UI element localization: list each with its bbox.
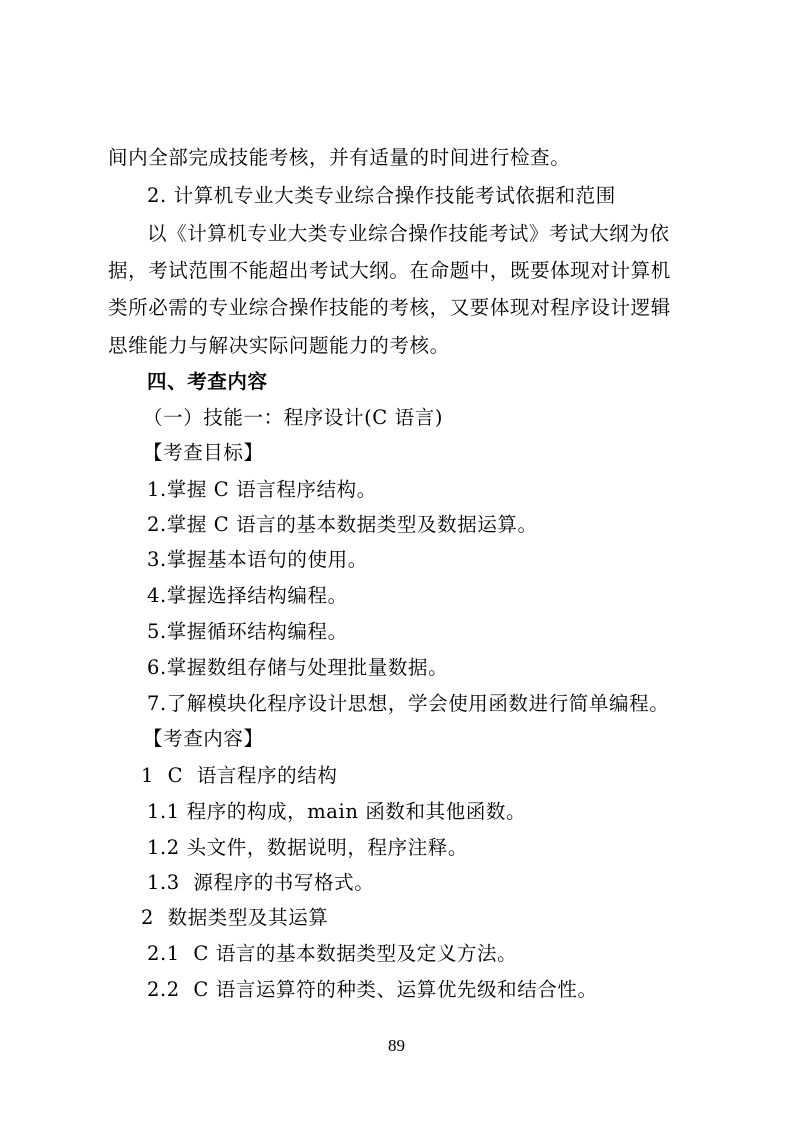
content-item: 1.3 源程序的书写格式。 <box>147 871 375 894</box>
content-heading: 【考查内容】 <box>143 727 264 750</box>
paragraph-basis-line: 以《计算机专业大类专业综合操作技能考试》考试大纲为依 <box>147 222 670 245</box>
content-item: 1 C 语言程序的结构 <box>141 764 338 787</box>
content-item: 2.1 C 语言的基本数据类型及定义方法。 <box>147 942 518 965</box>
objective-item: 4.掌握选择结构编程。 <box>147 584 348 607</box>
content-item: 2.2 C 语言运算符的种类、运算优先级和结合性。 <box>147 978 598 1001</box>
content-item: 1.2 头文件，数据说明，程序注释。 <box>147 836 469 859</box>
paragraph-continuation: 间内全部完成技能考核，并有适量的时间进行检查。 <box>108 146 571 169</box>
skill-1-heading: （一）技能一：程序设计(C 语言) <box>143 406 444 429</box>
content-item: 2 数据类型及其运算 <box>141 906 329 929</box>
objective-item: 1.掌握 C 语言程序结构。 <box>147 478 377 501</box>
objective-item: 7.了解模块化程序设计思想，学会使用函数进行简单编程。 <box>147 692 670 715</box>
objective-item: 5.掌握循环结构编程。 <box>147 620 348 643</box>
objective-item: 2.掌握 C 语言的基本数据类型及数据运算。 <box>147 513 538 536</box>
section-4-heading: 四、考查内容 <box>147 370 268 393</box>
objective-item: 6.掌握数组存储与处理批量数据。 <box>147 656 449 679</box>
item-2-heading: 2. 计算机专业大类专业综合操作技能考试依据和范围 <box>147 184 616 207</box>
content-item: 1.1 程序的构成，main 函数和其他函数。 <box>147 800 527 823</box>
paragraph-basis-line: 据，考试范围不能超出考试大纲。在命题中，既要体现对计算机 <box>108 259 671 282</box>
objectives-heading: 【考查目标】 <box>143 441 264 464</box>
paragraph-basis-line: 思维能力与解决实际问题能力的考核。 <box>108 334 450 357</box>
page-number: 89 <box>388 1036 405 1055</box>
objective-item: 3.掌握基本语句的使用。 <box>147 548 368 571</box>
paragraph-basis-line: 类所必需的专业综合操作技能的考核，又要体现对程序设计逻辑 <box>108 296 671 319</box>
